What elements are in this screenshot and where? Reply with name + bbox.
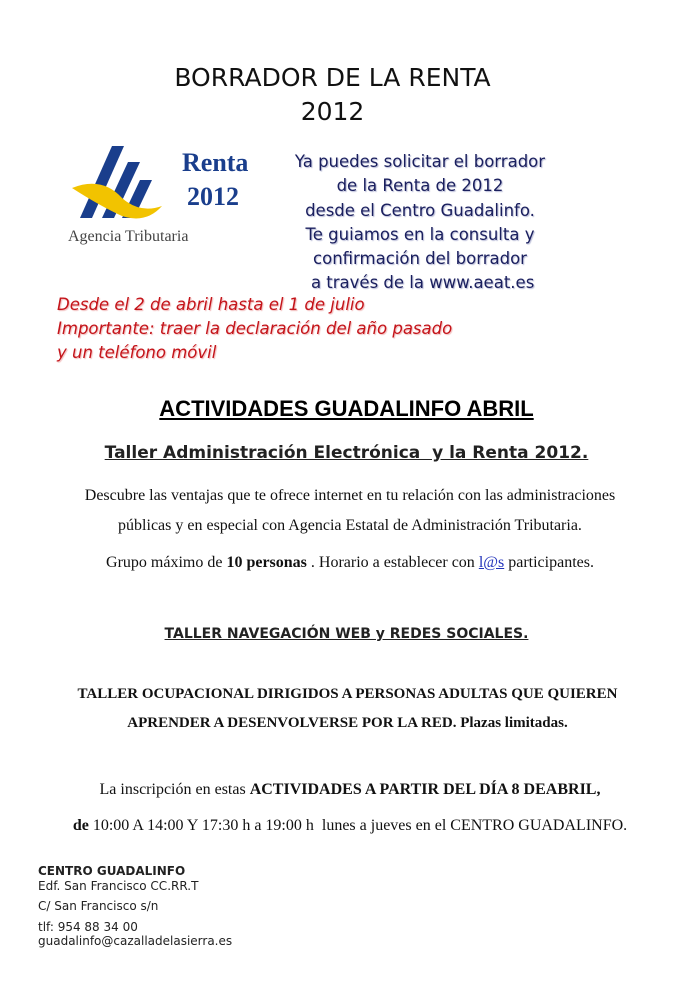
center-phone: tlf: 954 88 34 00 [38, 920, 138, 934]
promo-line: a través de la www.aeat.es [305, 273, 535, 293]
agency-label: Agencia Tributaria [68, 228, 189, 245]
renta-year-label: 2012 [187, 182, 239, 211]
promo-line: desde el Centro Guadalinfo. [305, 200, 535, 220]
page-title-line1: BORRADOR DE LA RENTA [174, 63, 491, 92]
promo-line: de la Renta de 2012 [336, 176, 504, 196]
date-notice [57, 293, 577, 365]
signup-date: ACTIVIDADES A PARTIR DEL DÍA 8 DEABRIL, [249, 781, 601, 798]
promo-line: Te guiamos en la consulta y [305, 224, 535, 244]
group-info [30, 554, 670, 572]
page-title-line2: 2012 [300, 97, 365, 126]
promo-line: confirmación del borrador [313, 249, 527, 269]
center-name: CENTRO GUADALINFO [38, 864, 186, 878]
group-count: 10 personas [226, 554, 307, 571]
notice-line: Desde el 2 de abril hasta el 1 de julio [57, 295, 365, 314]
workshop1-title: Taller Administración Electrónica y la Renta 2012. [104, 443, 589, 463]
workshop1-desc-line1: Descubre las ventajas que te ofrece internet en tu relación con las administraciones [84, 487, 616, 504]
group-suffix: participantes. [504, 554, 594, 571]
promo-text [250, 150, 590, 296]
schedule-info [20, 817, 680, 835]
promo-line: Ya puedes solicitar el borrador [294, 152, 546, 171]
center-building: Edf. San Francisco CC.RR.T [38, 879, 199, 893]
renta-label: Renta [182, 148, 249, 177]
occupational-line1: TALLER OCUPACIONAL DIRIGIDOS A PERSONAS ADULTAS QUE QUIEREN [77, 686, 618, 702]
occupational-workshop [30, 680, 665, 738]
workshop1-desc-line2: públicas y en especial con Agencia Estatal de Administración Tributaria. [118, 517, 582, 534]
center-street: C/ San Francisco s/n [38, 899, 159, 913]
signup-info [20, 781, 680, 799]
participants-link[interactable]: l@s [478, 554, 505, 571]
notice-line: y un teléfono móvil [57, 343, 217, 362]
schedule-text: 10:00 A 14:00 Y 17:30 h a 19:00 h lunes a jueves en el CENTRO GUADALINFO. [88, 817, 628, 834]
workshop2-title: TALLER NAVEGACIÓN WEB y REDES SOCIALES. [164, 626, 529, 642]
schedule-de: de [72, 817, 89, 834]
group-middle: . Horario a establecer con [306, 554, 479, 571]
notice-line: Importante: traer la declaración del año pasado [57, 319, 453, 338]
signup-prefix: La inscripción en estas [99, 781, 250, 798]
occupational-line2: APRENDER A DESENVOLVERSE POR LA RED. Plazas limitadas. [127, 715, 568, 731]
group-prefix: Grupo máximo de [106, 554, 227, 571]
agencia-tributaria-logo [62, 136, 247, 256]
center-email: guadalinfo@cazalladelasierra.es [38, 934, 233, 948]
activities-heading: ACTIVIDADES GUADALINFO ABRIL [159, 396, 534, 421]
